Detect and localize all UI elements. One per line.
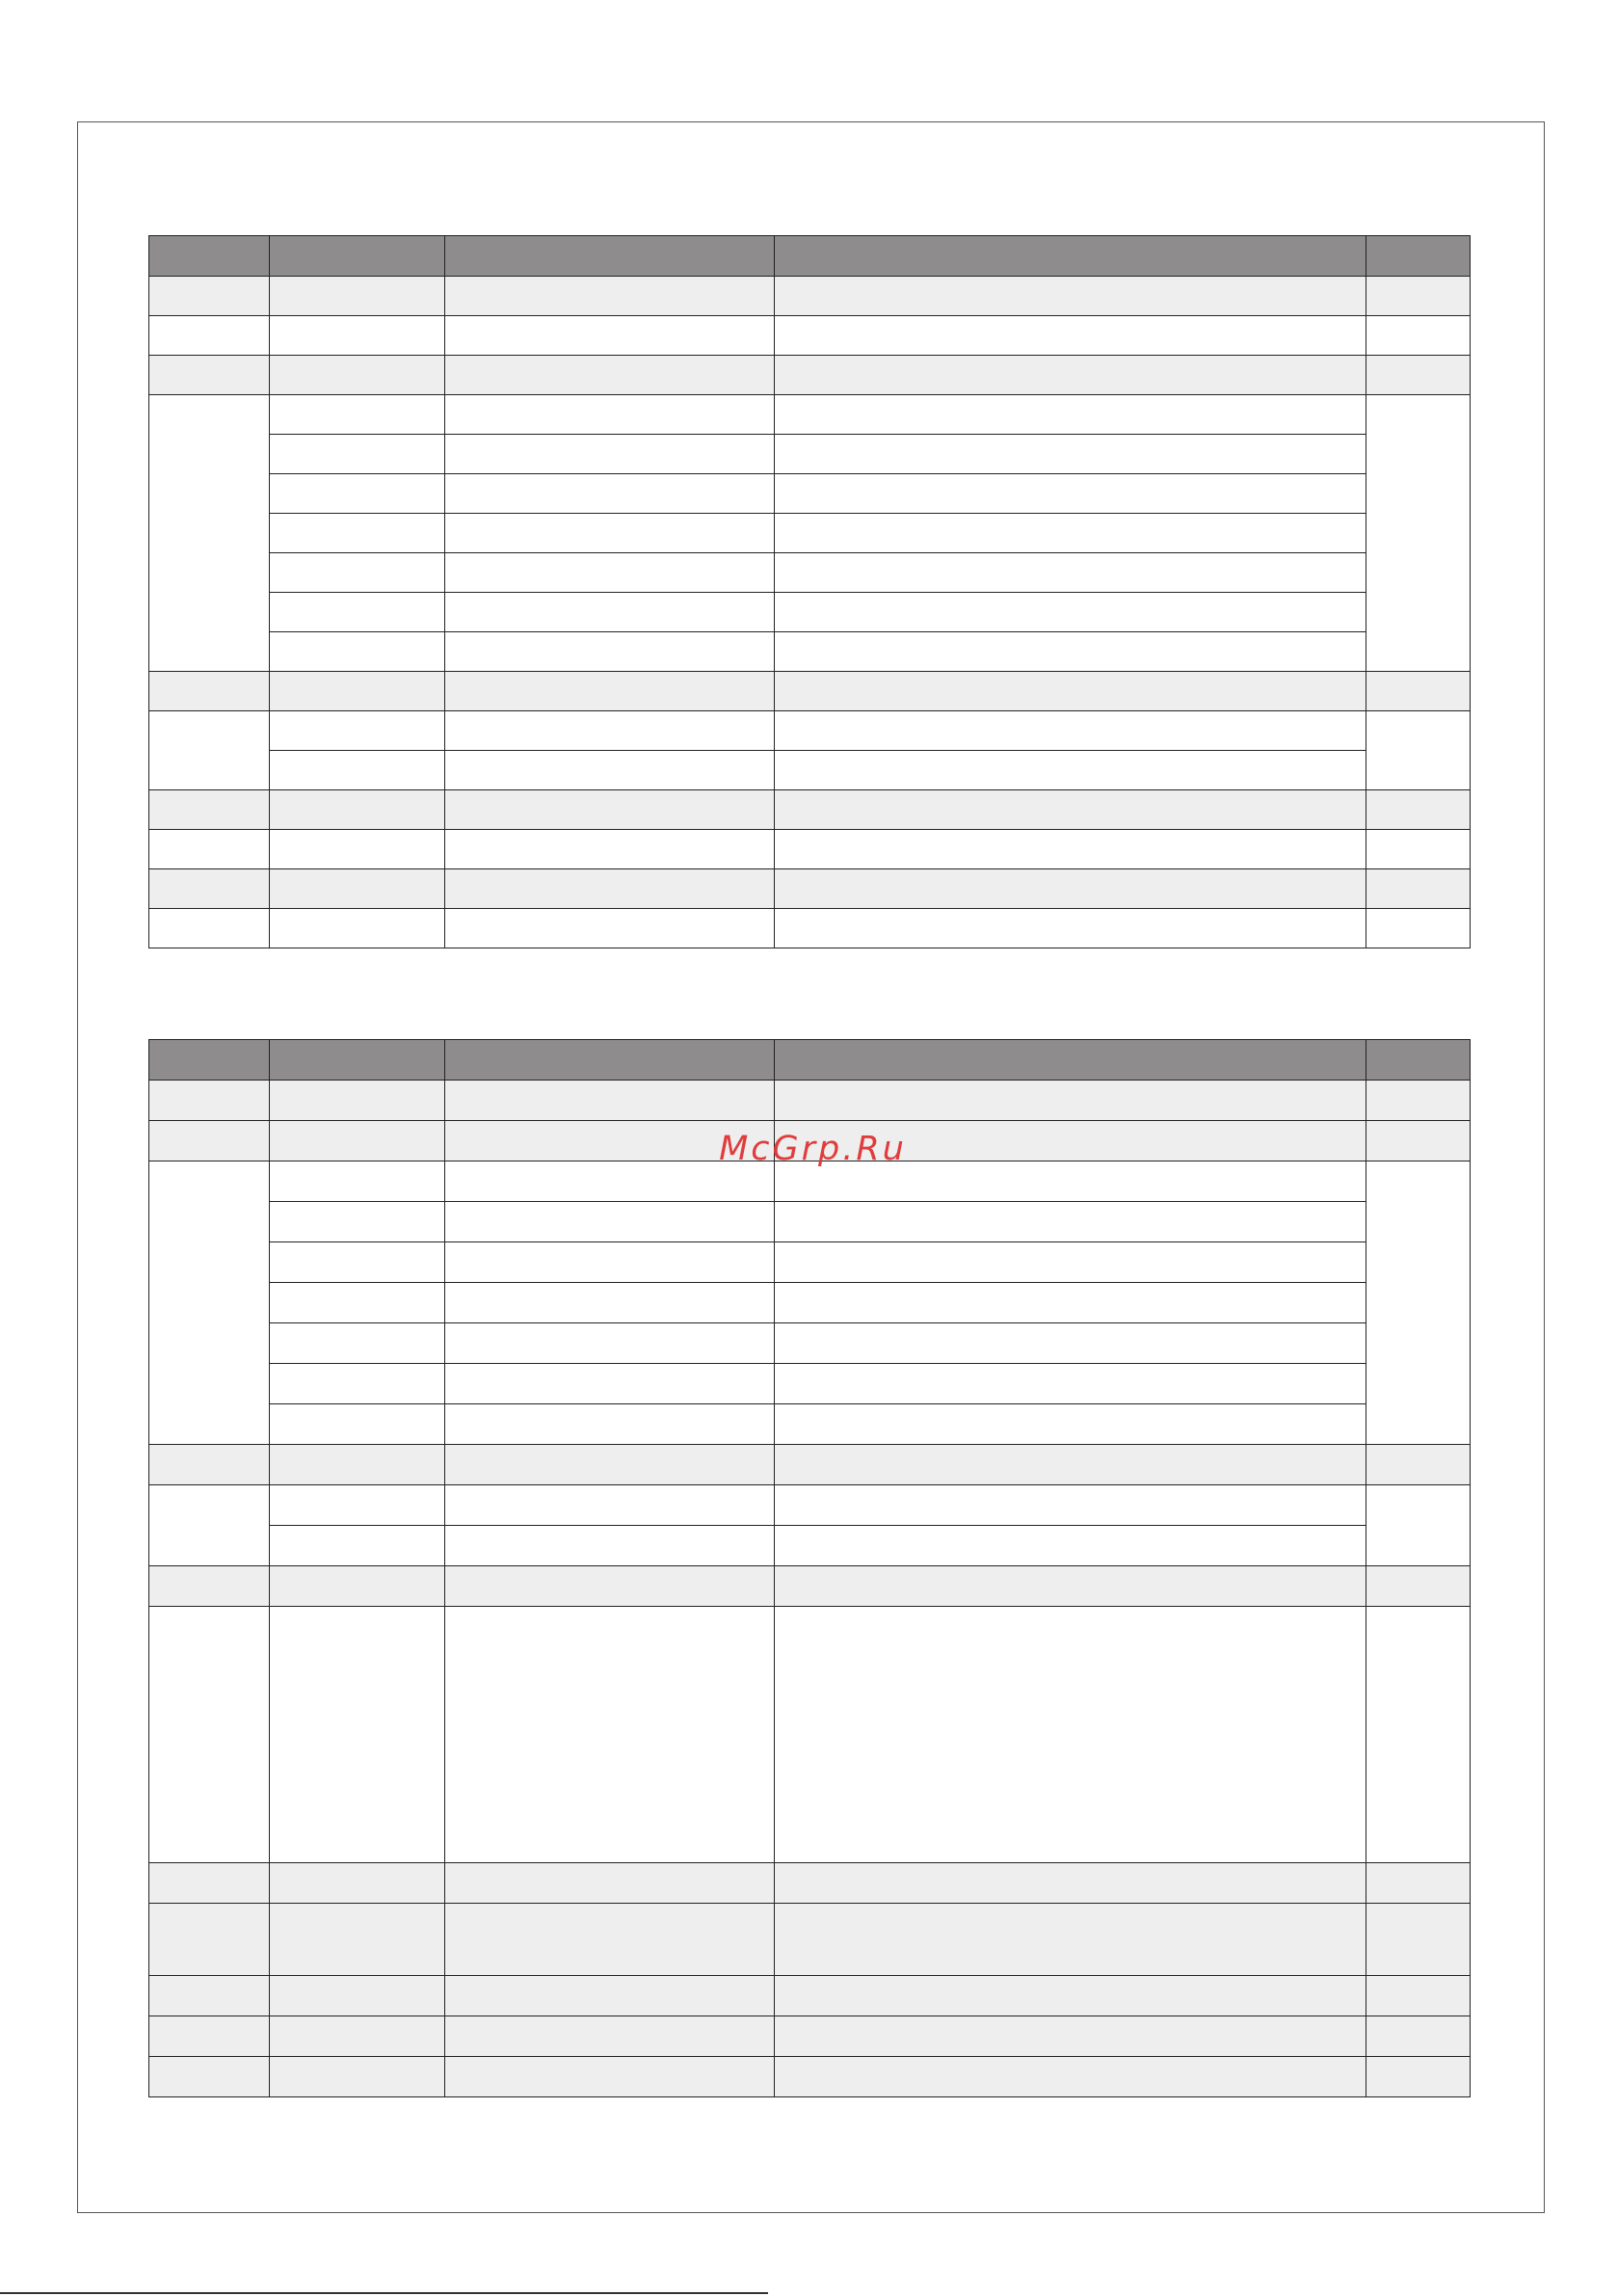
table-row bbox=[149, 356, 1471, 395]
table-cell bbox=[270, 1566, 445, 1607]
table-cell bbox=[775, 474, 1366, 514]
table-cell bbox=[445, 1242, 775, 1283]
table-cell bbox=[270, 474, 445, 514]
table-cell bbox=[270, 277, 445, 316]
table-cell bbox=[270, 593, 445, 632]
table-cell bbox=[1366, 277, 1471, 316]
table-cell bbox=[1366, 2057, 1471, 2097]
table-row bbox=[149, 395, 1471, 435]
table-cell bbox=[270, 356, 445, 395]
table-row bbox=[149, 316, 1471, 356]
table-cell bbox=[775, 2016, 1366, 2057]
table-row bbox=[149, 1526, 1471, 1566]
table-cell bbox=[270, 1607, 445, 1863]
table-cell bbox=[445, 1323, 775, 1364]
table-cell bbox=[775, 553, 1366, 593]
header-cell bbox=[445, 1040, 775, 1081]
table-cell bbox=[445, 1202, 775, 1242]
table-cell bbox=[1366, 1081, 1471, 1121]
table-cell bbox=[1366, 1607, 1471, 1863]
table-cell bbox=[775, 1364, 1366, 1404]
table-cell bbox=[445, 277, 775, 316]
table-cell bbox=[445, 632, 775, 672]
table-cell bbox=[775, 1404, 1366, 1445]
table-row bbox=[149, 1081, 1471, 1121]
table-row bbox=[149, 909, 1471, 948]
table-cell bbox=[445, 711, 775, 751]
table-cell bbox=[270, 553, 445, 593]
table-cell bbox=[775, 1566, 1366, 1607]
table-row bbox=[149, 593, 1471, 632]
header-cell bbox=[445, 236, 775, 277]
table-cell bbox=[775, 435, 1366, 474]
table-cell bbox=[445, 514, 775, 553]
table-cell bbox=[270, 672, 445, 711]
table-cell bbox=[775, 672, 1366, 711]
table-cell bbox=[775, 1607, 1366, 1863]
header-cell bbox=[775, 1040, 1366, 1081]
table-cell bbox=[775, 869, 1366, 909]
footer-rule bbox=[0, 2292, 768, 2294]
table-cell-group bbox=[149, 395, 270, 672]
table-cell bbox=[1366, 1904, 1471, 1976]
table-cell bbox=[775, 1202, 1366, 1242]
table-cell bbox=[1366, 909, 1471, 948]
table-cell bbox=[445, 356, 775, 395]
table-row bbox=[149, 435, 1471, 474]
table-cell bbox=[1366, 2016, 1471, 2057]
header-cell bbox=[149, 236, 270, 277]
header-cell bbox=[775, 236, 1366, 277]
table-header-row bbox=[149, 1040, 1471, 1081]
table-cell bbox=[270, 1404, 445, 1445]
table-cell bbox=[445, 830, 775, 869]
table-row bbox=[149, 869, 1471, 909]
table-row bbox=[149, 1904, 1471, 1976]
table-row bbox=[149, 1485, 1471, 1526]
table-cell bbox=[149, 356, 270, 395]
table-row bbox=[149, 1202, 1471, 1242]
table-cell bbox=[445, 1607, 775, 1863]
table-cell bbox=[1366, 672, 1471, 711]
table-cell bbox=[445, 909, 775, 948]
table-cell bbox=[775, 2057, 1366, 2097]
table-cell bbox=[1366, 790, 1471, 830]
table-cell bbox=[270, 395, 445, 435]
table-cell bbox=[775, 593, 1366, 632]
table-cell bbox=[149, 1904, 270, 1976]
table-cell bbox=[149, 869, 270, 909]
table-cell bbox=[1366, 356, 1471, 395]
table-cell bbox=[149, 672, 270, 711]
spec-table-2 bbox=[148, 1039, 1471, 2097]
table-cell bbox=[445, 553, 775, 593]
table-row bbox=[149, 1607, 1471, 1863]
table-cell bbox=[270, 1485, 445, 1526]
table-cell bbox=[445, 751, 775, 790]
table-row bbox=[149, 2057, 1471, 2097]
table-cell bbox=[775, 711, 1366, 751]
table-cell bbox=[775, 1445, 1366, 1485]
table-cell bbox=[149, 2057, 270, 2097]
table-cell bbox=[270, 1526, 445, 1566]
table-cell bbox=[445, 2016, 775, 2057]
table-cell bbox=[775, 514, 1366, 553]
table-cell bbox=[775, 1283, 1366, 1323]
table-cell bbox=[775, 751, 1366, 790]
spec-table-1 bbox=[148, 235, 1471, 948]
table-cell bbox=[445, 316, 775, 356]
table-row bbox=[149, 632, 1471, 672]
table-row bbox=[149, 2016, 1471, 2057]
table-cell bbox=[1366, 1863, 1471, 1904]
table-cell bbox=[270, 909, 445, 948]
table-row bbox=[149, 514, 1471, 553]
table-row bbox=[149, 1283, 1471, 1323]
table-cell bbox=[270, 751, 445, 790]
table-cell bbox=[445, 1566, 775, 1607]
table-cell bbox=[270, 2016, 445, 2057]
table-cell bbox=[149, 909, 270, 948]
table-cell-group bbox=[149, 1161, 270, 1445]
table-cell bbox=[1366, 1976, 1471, 2016]
table-cell bbox=[149, 1445, 270, 1485]
table-cell bbox=[149, 1607, 270, 1863]
table-cell bbox=[775, 830, 1366, 869]
table-cell bbox=[270, 435, 445, 474]
table-cell bbox=[445, 1364, 775, 1404]
table-row bbox=[149, 711, 1471, 751]
table-cell bbox=[775, 632, 1366, 672]
table-cell bbox=[445, 2057, 775, 2097]
table-cell bbox=[149, 830, 270, 869]
table-cell bbox=[445, 790, 775, 830]
footer-fragment bbox=[805, 2288, 959, 2296]
table-cell bbox=[149, 2016, 270, 2057]
table-cell bbox=[1366, 869, 1471, 909]
table-cell bbox=[445, 435, 775, 474]
table-cell bbox=[270, 514, 445, 553]
table-cell-group bbox=[1366, 395, 1471, 672]
table-cell bbox=[775, 909, 1366, 948]
table-row bbox=[149, 790, 1471, 830]
table-cell bbox=[149, 1566, 270, 1607]
table-cell bbox=[270, 316, 445, 356]
table-cell bbox=[775, 790, 1366, 830]
table-cell bbox=[270, 1323, 445, 1364]
table-cell bbox=[270, 1242, 445, 1283]
table-cell bbox=[1366, 316, 1471, 356]
header-cell bbox=[270, 1040, 445, 1081]
table-cell bbox=[775, 1323, 1366, 1364]
table-cell bbox=[445, 672, 775, 711]
table-cell bbox=[270, 711, 445, 751]
table-cell bbox=[775, 1976, 1366, 2016]
table-cell bbox=[270, 1283, 445, 1323]
table-cell bbox=[445, 1445, 775, 1485]
table-cell bbox=[270, 1364, 445, 1404]
table-cell bbox=[775, 1485, 1366, 1526]
table-cell bbox=[1366, 1445, 1471, 1485]
table-row bbox=[149, 830, 1471, 869]
table-cell bbox=[775, 316, 1366, 356]
table-cell bbox=[775, 1081, 1366, 1121]
table-cell bbox=[270, 2057, 445, 2097]
table-cell bbox=[149, 790, 270, 830]
table-cell bbox=[445, 474, 775, 514]
table-cell bbox=[270, 632, 445, 672]
table-cell bbox=[1366, 1566, 1471, 1607]
table-cell-group bbox=[149, 711, 270, 790]
table-row bbox=[149, 751, 1471, 790]
table-cell bbox=[270, 1863, 445, 1904]
table-row bbox=[149, 1364, 1471, 1404]
table-row bbox=[149, 1323, 1471, 1364]
table-cell bbox=[270, 1445, 445, 1485]
table-cell bbox=[270, 1976, 445, 2016]
table-cell bbox=[775, 395, 1366, 435]
table-row bbox=[149, 1863, 1471, 1904]
table-header-row bbox=[149, 236, 1471, 277]
table-cell-group bbox=[1366, 711, 1471, 790]
table-cell bbox=[149, 1863, 270, 1904]
table-cell bbox=[270, 790, 445, 830]
table-cell bbox=[445, 1404, 775, 1445]
table-cell bbox=[270, 1202, 445, 1242]
table-row bbox=[149, 474, 1471, 514]
table-cell bbox=[1366, 830, 1471, 869]
table-cell bbox=[445, 1904, 775, 1976]
table-row bbox=[149, 1445, 1471, 1485]
table-cell bbox=[445, 1863, 775, 1904]
table-cell bbox=[775, 1863, 1366, 1904]
table-cell bbox=[445, 1526, 775, 1566]
table-cell-group bbox=[1366, 1161, 1471, 1445]
header-cell bbox=[149, 1040, 270, 1081]
table-cell bbox=[775, 277, 1366, 316]
table-cell bbox=[270, 1904, 445, 1976]
header-cell bbox=[1366, 236, 1471, 277]
table-cell bbox=[775, 1526, 1366, 1566]
table-cell bbox=[149, 277, 270, 316]
table-cell bbox=[270, 869, 445, 909]
table-cell bbox=[270, 830, 445, 869]
table-cell bbox=[445, 1283, 775, 1323]
table-row bbox=[149, 553, 1471, 593]
table-row bbox=[149, 672, 1471, 711]
table-row bbox=[149, 1566, 1471, 1607]
table-row bbox=[149, 1242, 1471, 1283]
table-cell bbox=[445, 869, 775, 909]
table-cell bbox=[775, 1242, 1366, 1283]
table-cell bbox=[775, 356, 1366, 395]
table-cell-group bbox=[149, 1485, 270, 1566]
watermark-text: McGrp.Ru bbox=[719, 1130, 907, 1168]
table-cell bbox=[775, 1904, 1366, 1976]
table-cell bbox=[445, 1976, 775, 2016]
table-row bbox=[149, 277, 1471, 316]
table-row bbox=[149, 1404, 1471, 1445]
table-cell bbox=[270, 1081, 445, 1121]
table-cell bbox=[445, 1485, 775, 1526]
table-cell bbox=[445, 395, 775, 435]
table-cell-group bbox=[1366, 1485, 1471, 1566]
table-cell bbox=[445, 1081, 775, 1121]
table-cell bbox=[149, 1081, 270, 1121]
header-cell bbox=[1366, 1040, 1471, 1081]
header-cell bbox=[270, 236, 445, 277]
table-cell bbox=[445, 593, 775, 632]
table-cell bbox=[149, 316, 270, 356]
table-cell bbox=[149, 1976, 270, 2016]
table-row bbox=[149, 1976, 1471, 2016]
